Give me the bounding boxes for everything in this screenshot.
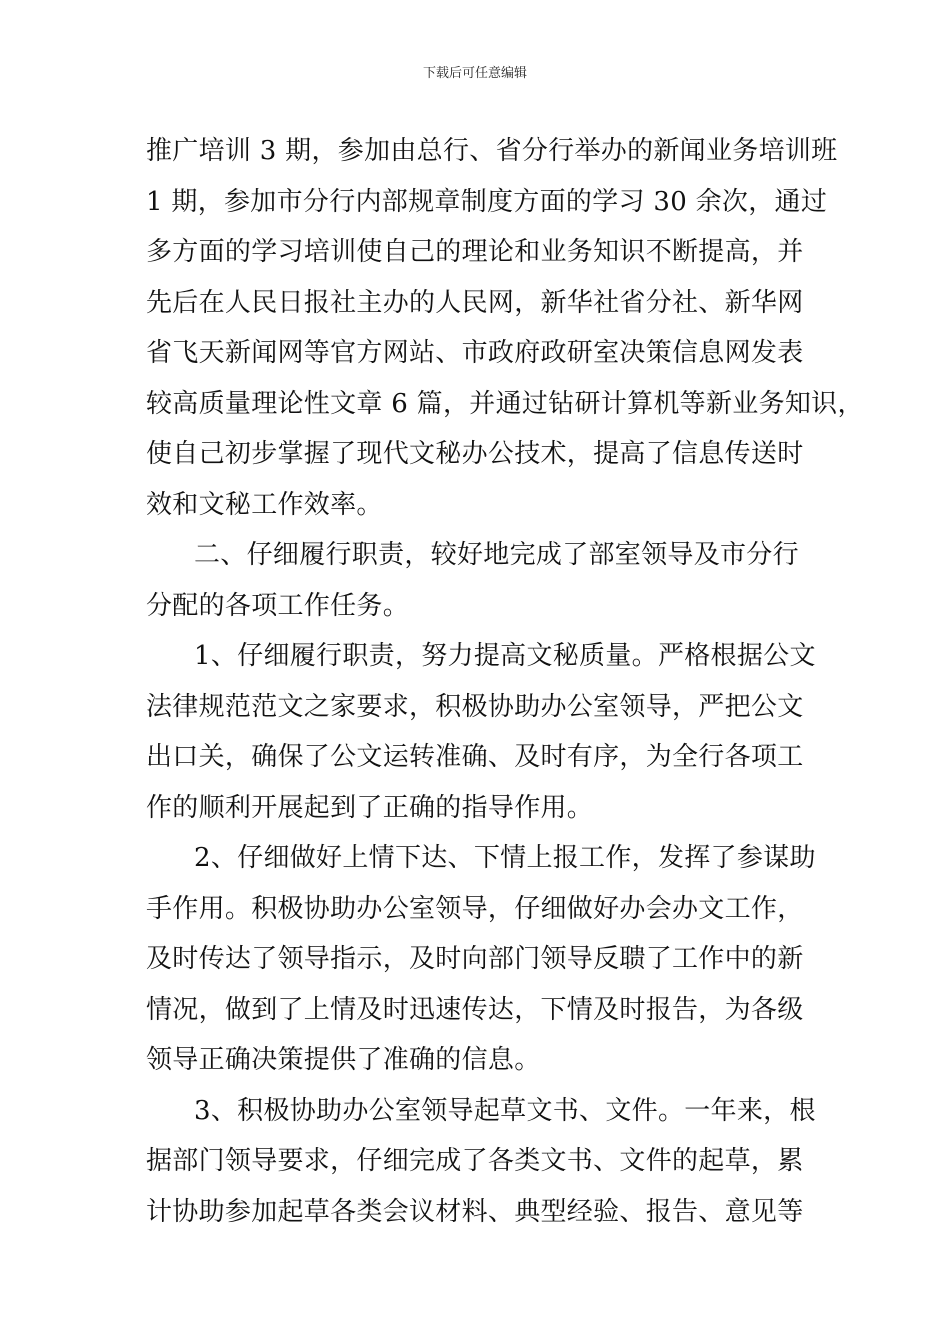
body-line-2: 1 期，参加市分行内部规章制度方面的学习 30 余次，通过 — [146, 186, 828, 217]
body-line-6: 较高质量理论性文章 6 篇，并通过钻研计算机等新业务知识， — [146, 388, 864, 419]
section-heading-2: 二、仔细履行职责，较好地完成了部室领导及市分行 — [194, 540, 799, 570]
item-1-start: 1、仔细履行职责，努力提高文秘质量。严格根据公文 — [194, 641, 816, 671]
body-line-17: 及时传达了领导指示，及时向部门领导反聩了工作中的新 — [146, 944, 804, 974]
body-line-19: 领导正确决策提供了准确的信息。 — [146, 1045, 541, 1075]
body-line-7: 使自己初步掌握了现代文秘办公技术，提高了信息传送时 — [146, 439, 804, 469]
body-line-8: 效和文秘工作效率。 — [146, 489, 383, 520]
item-3-start: 3、积极协助办公室领导起草文书、文件。一年来，根 — [194, 1095, 816, 1126]
body-line-5: 省飞天新闻网等官方网站、市政府政研室决策信息网发表 — [146, 338, 804, 368]
body-line-18: 情况，做到了上情及时迅速传达，下情及时报告，为各级 — [146, 994, 804, 1025]
body-line-14: 作的顺利开展起到了正确的指导作用。 — [146, 792, 594, 823]
body-line-22: 计协助参加起草各类会议材料、典型经验、报告、意见等 — [146, 1196, 804, 1227]
body-line-13: 出口关，确保了公文运转准确、及时有序，为全行各项工 — [146, 742, 804, 772]
body-line-3: 多方面的学习培训使自己的理论和业务知识不断提高，并 — [146, 237, 804, 267]
document-body — [146, 126, 864, 1237]
body-line-12: 法律规范范文之家要求，积极协助办公室领导，严把公文 — [146, 691, 804, 722]
body-line-16: 手作用。积极协助办公室领导，仔细做好办会办文工作， — [146, 893, 804, 924]
body-line-10: 分配的各项工作任务。 — [146, 590, 410, 621]
body-line-4: 先后在人民日报社主办的人民网，新华社省分社、新华网 — [146, 287, 804, 318]
body-line-21: 据部门领导要求，仔细完成了各类文书、文件的起草，累 — [146, 1146, 804, 1176]
body-line-1: 推广培训 3 期，参加由总行、省分行举办的新闻业务培训班 — [146, 136, 838, 166]
item-2-start: 2、仔细做好上情下达、下情上报工作，发挥了参谋助 — [194, 843, 816, 873]
page-header: 下载后可任意编辑 — [422, 66, 527, 81]
